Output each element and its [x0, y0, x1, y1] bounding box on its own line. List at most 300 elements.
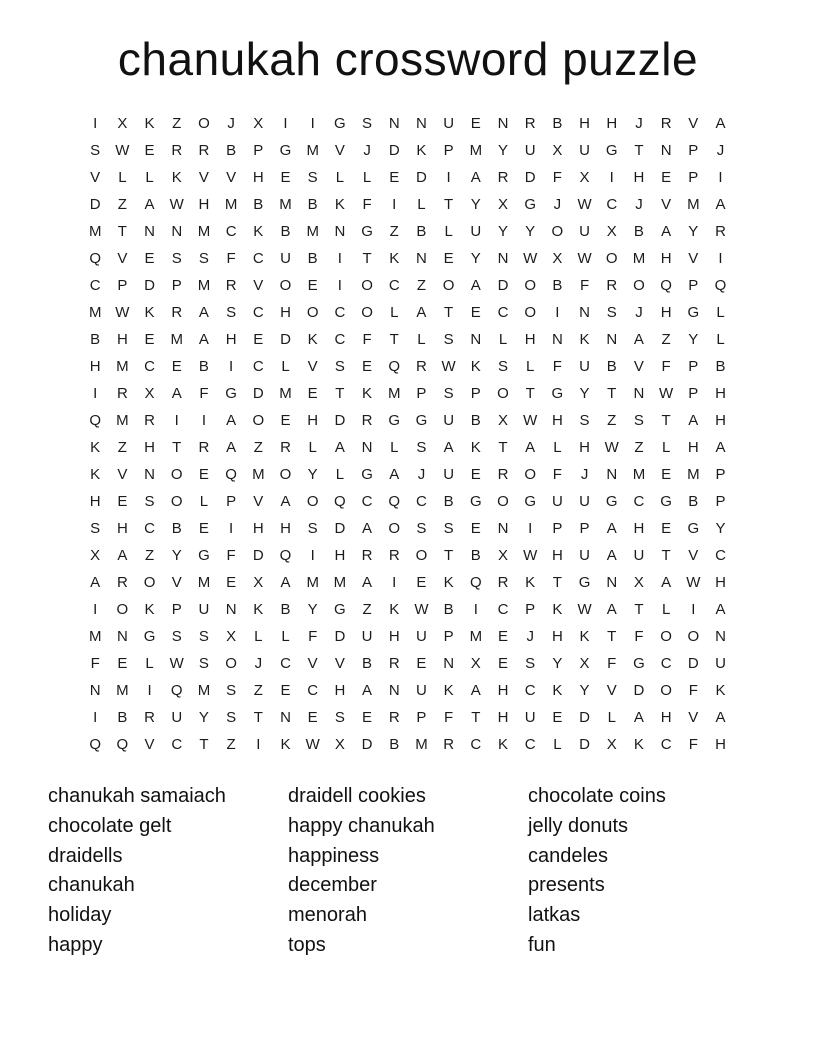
grid-letter: M	[88, 628, 102, 645]
grid-letter: P	[525, 601, 536, 618]
grid-letter: Y	[470, 196, 481, 213]
grid-letter: G	[605, 142, 618, 159]
grid-letter: R	[388, 655, 400, 672]
grid-letter: Z	[362, 601, 372, 618]
grid-letter: E	[307, 385, 318, 402]
grid-letter: K	[389, 250, 400, 267]
grid-letter: A	[715, 115, 726, 132]
grid-letter: F	[362, 196, 372, 213]
grid-letter: R	[116, 385, 128, 402]
grid-letter: X	[633, 574, 644, 591]
grid-letter: E	[389, 169, 400, 186]
grid-letter: X	[117, 115, 128, 132]
grid-letter: P	[416, 385, 427, 402]
grid-letter: X	[144, 385, 155, 402]
grid-letter: A	[362, 574, 373, 591]
grid-letter: H	[334, 547, 346, 564]
grid-letter: Q	[388, 493, 401, 510]
grid-letter: C	[307, 682, 319, 699]
grid-letter: F	[579, 277, 590, 294]
grid-letter: H	[660, 304, 672, 321]
grid-letter: U	[715, 655, 726, 672]
grid-letter: R	[497, 466, 509, 483]
grid-letter: R	[116, 574, 128, 591]
grid-letter: T	[444, 304, 454, 321]
grid-letter: H	[225, 331, 237, 348]
grid-letter: N	[416, 250, 427, 267]
grid-letter: N	[89, 682, 101, 699]
grid-letter: E	[253, 331, 264, 348]
word-list	[0, 782, 816, 961]
grid-letter: W	[169, 196, 184, 213]
grid-letter: I	[93, 601, 98, 618]
grid-letter: J	[635, 115, 643, 132]
grid-letter: C	[89, 277, 101, 294]
grid-letter: S	[443, 331, 454, 348]
grid-letter: P	[688, 142, 699, 159]
grid-letter: H	[497, 709, 509, 726]
grid-letter: Z	[226, 736, 236, 753]
grid-letter: M	[170, 331, 183, 348]
grid-letter: U	[633, 547, 645, 564]
grid-letter: Q	[469, 574, 482, 591]
grid-letter: B	[90, 331, 101, 348]
grid-letter: K	[253, 601, 264, 618]
word-list-item: chanukah	[48, 874, 135, 897]
grid-letter: G	[660, 493, 672, 510]
grid-letter: E	[362, 358, 373, 375]
grid-letter: R	[198, 142, 210, 159]
grid-letter: K	[525, 574, 536, 591]
grid-letter: G	[633, 655, 645, 672]
grid-letter: P	[171, 277, 182, 294]
grid-letter: C	[334, 331, 346, 348]
grid-letter: G	[225, 385, 237, 402]
grid-letter: O	[524, 277, 537, 294]
grid-letter: M	[197, 277, 211, 294]
grid-letter: K	[144, 115, 155, 132]
grid-letter: V	[117, 466, 128, 483]
grid-letter: N	[497, 520, 509, 537]
grid-letter: O	[361, 277, 373, 294]
grid-letter: R	[144, 412, 155, 429]
word-list-item: presents	[528, 874, 605, 897]
grid-letter: B	[552, 115, 563, 132]
grid-letter: P	[171, 601, 182, 618]
grid-letter: K	[715, 682, 726, 699]
word-list-column	[528, 782, 768, 961]
grid-letter: A	[688, 412, 699, 429]
grid-letter: L	[417, 331, 426, 348]
grid-letter: E	[171, 358, 182, 375]
grid-letter: L	[417, 196, 426, 213]
grid-letter: E	[661, 169, 672, 186]
grid-letter: Z	[607, 412, 617, 429]
grid-letter: P	[253, 142, 264, 159]
grid-letter: W	[169, 655, 184, 672]
grid-letter: D	[252, 547, 264, 564]
grid-letter: Q	[225, 466, 237, 483]
grid-letter: B	[226, 142, 237, 159]
grid-letter: H	[551, 628, 563, 645]
grid-letter: H	[579, 115, 590, 132]
grid-letter: X	[226, 628, 237, 645]
grid-letter: U	[579, 547, 590, 564]
grid-letter: O	[116, 601, 129, 618]
grid-letter: D	[633, 682, 645, 699]
grid-letter: R	[144, 709, 155, 726]
grid-letter: E	[416, 574, 427, 591]
grid-letter: R	[524, 115, 536, 132]
grid-letter: F	[607, 655, 617, 672]
grid-letter: C	[660, 655, 672, 672]
grid-letter: A	[171, 385, 182, 402]
grid-letter: J	[363, 142, 371, 159]
grid-letter: V	[253, 493, 264, 510]
grid-letter: A	[606, 520, 617, 537]
grid-letter: U	[171, 709, 183, 726]
grid-letter: C	[171, 736, 183, 753]
grid-letter: G	[687, 520, 700, 537]
grid-letter: O	[279, 466, 292, 483]
grid-letter: Z	[144, 547, 155, 564]
grid-letter: R	[660, 115, 672, 132]
word-list-item: happy	[48, 933, 103, 956]
grid-letter: D	[416, 169, 427, 186]
grid-letter: B	[443, 601, 454, 618]
grid-letter: H	[280, 304, 291, 321]
grid-letter: T	[335, 385, 345, 402]
grid-letter: D	[497, 277, 509, 294]
grid-letter: I	[528, 520, 533, 537]
grid-letter: J	[526, 628, 534, 645]
grid-letter: W	[414, 601, 429, 618]
grid-letter: N	[280, 709, 291, 726]
grid-letter: W	[523, 547, 538, 564]
grid-letter: F	[199, 385, 209, 402]
grid-letter: N	[334, 223, 346, 240]
grid-letter: A	[334, 439, 345, 456]
grid-letter: Z	[172, 115, 182, 132]
grid-letter: N	[579, 304, 590, 321]
grid-letter: F	[552, 466, 562, 483]
grid-letter: C	[497, 601, 509, 618]
grid-letter: T	[634, 601, 644, 618]
grid-letter: D	[524, 169, 536, 186]
grid-letter: E	[552, 709, 563, 726]
grid-letter: N	[144, 466, 155, 483]
grid-letter: V	[171, 574, 182, 591]
grid-letter: N	[715, 628, 726, 645]
grid-letter: R	[606, 277, 618, 294]
grid-letter: L	[335, 466, 345, 483]
grid-letter: L	[716, 304, 725, 321]
grid-letter: A	[416, 304, 427, 321]
grid-letter: H	[280, 520, 291, 537]
grid-letter: Q	[660, 277, 672, 294]
grid-letter: T	[444, 196, 454, 213]
grid-letter: L	[498, 331, 508, 348]
grid-letter: A	[606, 601, 617, 618]
grid-letter: E	[416, 655, 427, 672]
grid-letter: B	[253, 196, 264, 213]
grid-letter: F	[552, 169, 562, 186]
grid-letter: U	[524, 709, 536, 726]
grid-letter: A	[117, 547, 128, 564]
grid-letter: H	[252, 169, 264, 186]
grid-letter: P	[470, 385, 481, 402]
grid-letter: B	[470, 547, 481, 564]
grid-letter: H	[307, 412, 319, 429]
grid-letter: N	[606, 466, 618, 483]
grid-letter: W	[523, 250, 538, 267]
grid-letter: S	[416, 439, 427, 456]
grid-letter: T	[661, 412, 671, 429]
grid-letter: I	[446, 169, 451, 186]
grid-letter: E	[226, 574, 237, 591]
grid-letter: E	[497, 628, 508, 645]
grid-letter: A	[470, 169, 481, 186]
grid-letter: A	[470, 682, 481, 699]
grid-letter: M	[632, 466, 646, 483]
grid-letter: B	[198, 358, 209, 375]
grid-letter: K	[90, 439, 101, 456]
grid-letter: M	[306, 142, 319, 159]
grid-letter: S	[198, 250, 209, 267]
grid-letter: D	[334, 412, 346, 429]
grid-letter: K	[389, 601, 400, 618]
grid-letter: Y	[552, 655, 563, 672]
grid-letter: S	[497, 358, 508, 375]
grid-letter: H	[633, 520, 645, 537]
grid-letter: V	[334, 655, 345, 672]
grid-letter: W	[115, 142, 130, 159]
grid-letter: E	[117, 493, 128, 510]
grid-letter: A	[661, 223, 672, 240]
grid-letter: B	[307, 196, 318, 213]
grid-letter: A	[633, 709, 644, 726]
grid-letter: R	[715, 223, 726, 240]
grid-letter: U	[198, 601, 210, 618]
grid-letter: E	[280, 682, 291, 699]
grid-letter: C	[252, 304, 264, 321]
grid-letter: Z	[117, 196, 127, 213]
grid-letter: Y	[307, 601, 318, 618]
grid-letter: S	[198, 655, 209, 672]
grid-letter: U	[551, 493, 563, 510]
grid-letter: I	[93, 709, 98, 726]
grid-letter: U	[470, 223, 482, 240]
grid-letter: P	[688, 385, 699, 402]
grid-letter: C	[361, 493, 373, 510]
grid-letter: R	[361, 412, 373, 429]
grid-letter: U	[443, 412, 455, 429]
grid-letter: T	[117, 223, 127, 240]
grid-letter: O	[524, 466, 537, 483]
grid-letter: E	[470, 520, 481, 537]
grid-letter: Z	[416, 277, 427, 294]
grid-letter: T	[362, 250, 372, 267]
grid-letter: I	[473, 601, 478, 618]
grid-letter: H	[524, 331, 536, 348]
grid-letter: H	[252, 520, 264, 537]
word-list-item: latkas	[528, 904, 581, 927]
grid-letter: M	[687, 466, 700, 483]
grid-letter: G	[361, 223, 373, 240]
grid-letter: I	[174, 412, 179, 429]
grid-letter: S	[226, 682, 237, 699]
grid-letter: Z	[253, 439, 263, 456]
grid-letter: K	[633, 736, 644, 753]
grid-letter: G	[551, 385, 564, 402]
grid-letter: K	[416, 142, 427, 159]
grid-letter: B	[606, 358, 617, 375]
grid-letter: Y	[497, 223, 508, 240]
grid-letter: L	[607, 709, 616, 726]
grid-letter: I	[93, 115, 98, 132]
grid-letter: D	[579, 709, 590, 726]
grid-letter: T	[607, 385, 617, 402]
grid-letter: E	[497, 655, 508, 672]
grid-letter: T	[471, 709, 481, 726]
grid-letter: A	[715, 196, 726, 213]
grid-letter: J	[580, 466, 589, 483]
grid-letter: A	[389, 466, 400, 483]
grid-letter: N	[225, 601, 237, 618]
grid-letter: Q	[116, 736, 129, 753]
grid-letter: J	[227, 115, 235, 132]
grid-letter: H	[660, 250, 672, 267]
grid-letter: B	[117, 709, 128, 726]
grid-letter: R	[225, 277, 237, 294]
grid-letter: R	[443, 736, 455, 753]
grid-letter: P	[416, 709, 427, 726]
grid-letter: U	[416, 682, 427, 699]
grid-letter: L	[716, 331, 725, 348]
grid-letter: E	[307, 277, 318, 294]
grid-letter: C	[633, 493, 645, 510]
grid-letter: F	[444, 709, 454, 726]
grid-letter: C	[144, 520, 155, 537]
grid-letter: Y	[307, 466, 318, 483]
grid-letter: T	[634, 142, 644, 159]
grid-letter: E	[443, 250, 454, 267]
grid-letter: U	[579, 493, 590, 510]
grid-letter: S	[579, 412, 590, 429]
grid-letter: K	[579, 331, 590, 348]
grid-letter: I	[229, 520, 234, 537]
grid-letter: Y	[688, 223, 699, 240]
grid-letter: I	[201, 412, 207, 429]
grid-letter: X	[552, 142, 563, 159]
grid-letter: S	[606, 304, 617, 321]
grid-letter: V	[198, 169, 209, 186]
grid-letter: V	[90, 169, 101, 186]
grid-letter: K	[334, 196, 345, 213]
grid-letter: E	[661, 520, 672, 537]
grid-letter: T	[172, 439, 182, 456]
grid-letter: M	[88, 223, 102, 240]
grid-letter: Q	[89, 412, 102, 429]
grid-letter: M	[469, 628, 483, 645]
grid-letter: R	[171, 142, 183, 159]
grid-letter: A	[362, 520, 373, 537]
grid-letter: M	[469, 142, 483, 159]
grid-letter: C	[497, 304, 509, 321]
grid-letter: L	[335, 169, 345, 186]
grid-letter: W	[523, 412, 538, 429]
grid-letter: B	[307, 250, 318, 267]
grid-letter: K	[443, 682, 454, 699]
grid-letter: Q	[170, 682, 183, 699]
grid-letter: P	[715, 493, 726, 510]
grid-letter: E	[198, 520, 209, 537]
grid-letter: C	[660, 736, 672, 753]
grid-letter: M	[415, 736, 428, 753]
grid-letter: B	[470, 412, 481, 429]
grid-letter: M	[116, 682, 129, 699]
word-list-column	[48, 782, 288, 961]
grid-letter: A	[198, 331, 209, 348]
grid-letter: I	[392, 574, 397, 591]
grid-letter: G	[388, 412, 401, 429]
grid-letter: U	[280, 250, 291, 267]
grid-letter: K	[552, 601, 563, 618]
grid-letter: Q	[89, 736, 102, 753]
grid-letter: S	[443, 520, 454, 537]
grid-letter: H	[660, 709, 672, 726]
grid-letter: A	[715, 439, 726, 456]
grid-letter: C	[388, 277, 400, 294]
grid-letter: R	[388, 709, 400, 726]
grid-letter: L	[362, 169, 372, 186]
grid-letter: V	[334, 142, 345, 159]
grid-letter: V	[117, 250, 128, 267]
grid-letter: C	[280, 655, 291, 672]
grid-letter: C	[334, 304, 346, 321]
grid-letter: S	[90, 142, 101, 159]
grid-letter: T	[498, 439, 508, 456]
word-list-column	[288, 782, 528, 961]
grid-letter: A	[362, 682, 373, 699]
grid-letter: W	[577, 250, 592, 267]
grid-letter: J	[254, 655, 263, 672]
grid-letter: G	[687, 304, 700, 321]
grid-letter: N	[633, 385, 645, 402]
grid-letter: X	[606, 223, 617, 240]
grid-letter: P	[715, 466, 726, 483]
grid-letter: I	[93, 385, 98, 402]
grid-letter: L	[308, 439, 317, 456]
grid-letter: U	[361, 628, 373, 645]
grid-letter: K	[470, 358, 481, 375]
grid-letter: A	[226, 439, 237, 456]
grid-letter: H	[334, 682, 346, 699]
grid-letter: F	[226, 547, 236, 564]
grid-letter: Q	[89, 250, 102, 267]
grid-letter: B	[416, 223, 427, 240]
grid-letter: W	[659, 385, 674, 402]
grid-letter: V	[307, 358, 318, 375]
grid-letter: N	[388, 115, 400, 132]
grid-letter: V	[307, 655, 318, 672]
grid-letter: V	[688, 547, 699, 564]
grid-letter: O	[687, 628, 700, 645]
grid-letter: U	[443, 466, 455, 483]
grid-letter: D	[579, 736, 590, 753]
grid-letter: P	[443, 628, 454, 645]
grid-letter: S	[198, 628, 209, 645]
